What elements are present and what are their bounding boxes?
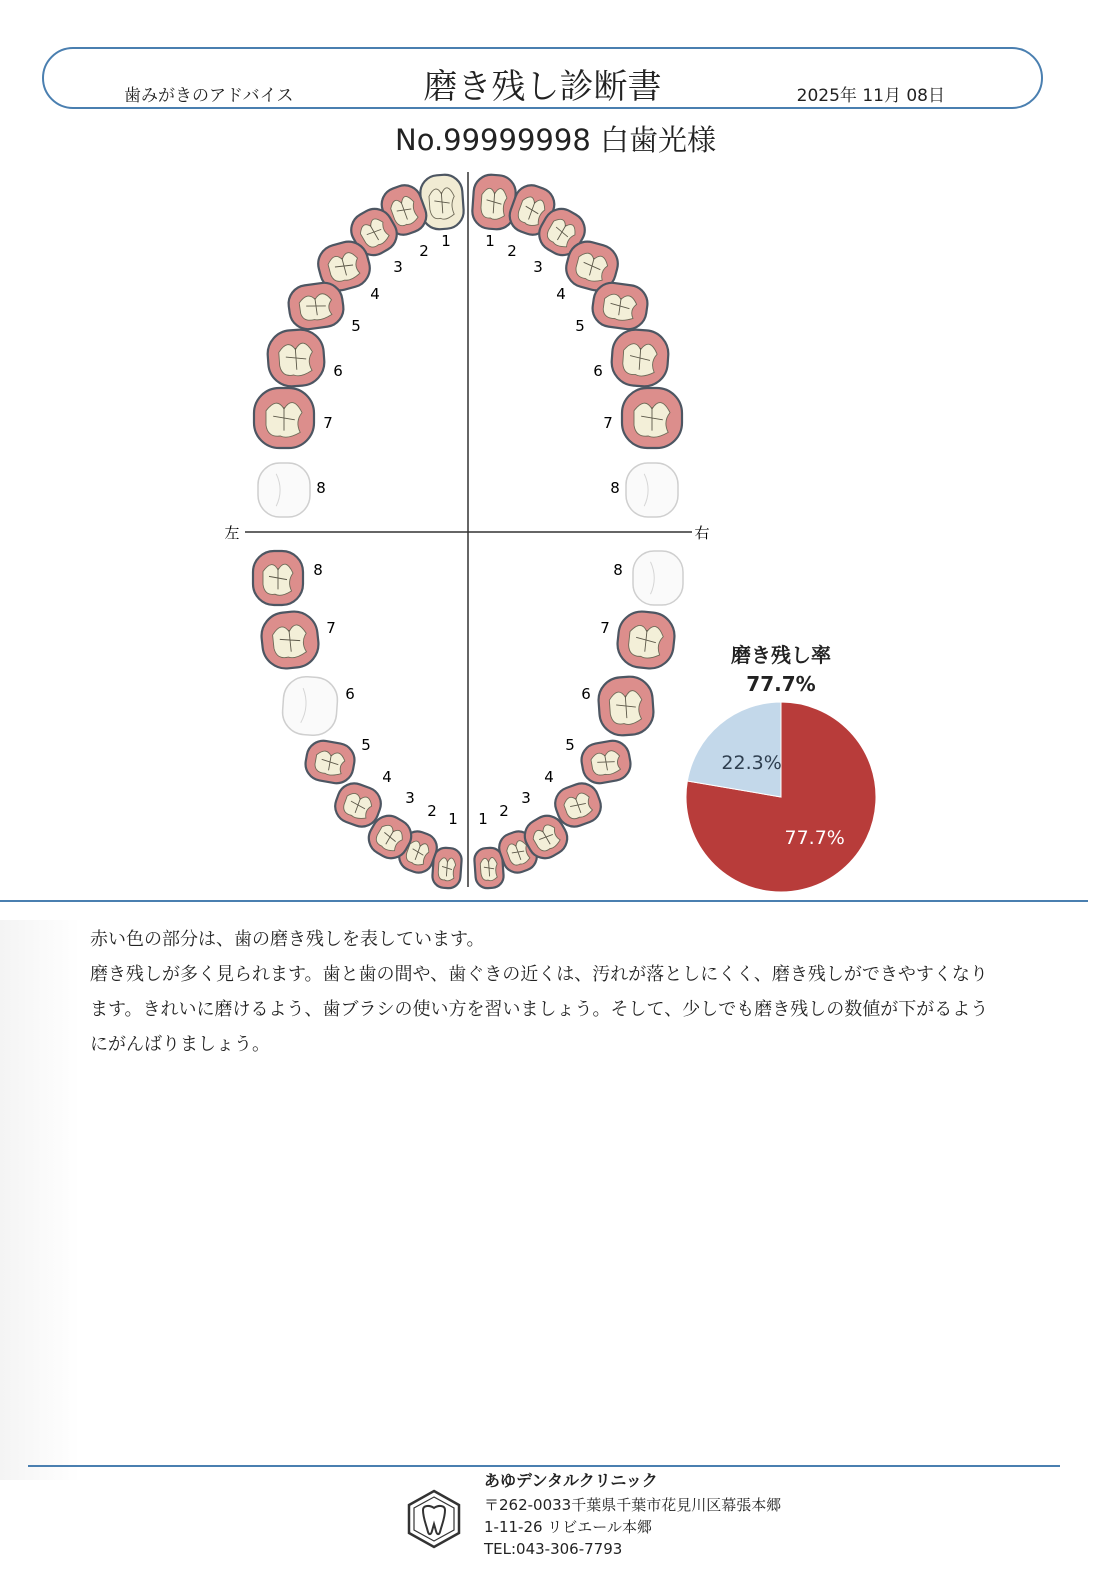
lower-right-7-number: 7 [600, 619, 610, 637]
pie-label-clean: 22.3% [721, 752, 782, 775]
upper-right-6-tooth [610, 328, 670, 388]
lower-left-6-number: 6 [345, 685, 355, 703]
upper-left-5-tooth [286, 280, 346, 331]
upper-right-6-number: 6 [593, 362, 603, 380]
clinic-address-1: 〒262-0033千葉県千葉市花見川区幕張本郷 [484, 1496, 782, 1514]
side-label-right: 右 [694, 524, 710, 542]
pie-title-text: 磨き残し率 [731, 643, 831, 667]
advice-line-2: 磨き残しが多く見られます。歯と歯の間や、歯ぐきの近くは、汚れが落としにくく、磨き残しができやすくなります。きれいに磨けるよう、歯ブラシの使い方を習いましょう。そして、少しでも磨き残しの数値が下がるようにがんばりましょう。 [90, 964, 989, 1055]
dental-chart [210, 160, 720, 895]
lower-left-2-number: 2 [427, 802, 437, 820]
upper-left-1-number: 1 [441, 232, 451, 250]
upper-right-3-number: 3 [533, 258, 543, 276]
upper-right-5-tooth [590, 280, 650, 331]
section-divider [0, 900, 1088, 902]
patient-label: No.99999998 白歯光様 [395, 123, 716, 157]
upper-right-2-number: 2 [507, 242, 517, 260]
lower-right-5-number: 5 [565, 736, 575, 754]
upper-left-5-number: 5 [351, 317, 361, 335]
lower-left-5-number: 5 [361, 736, 371, 754]
left-edge-shade [0, 920, 80, 1480]
pie-slice-clean [687, 702, 781, 797]
clinic-tel: TEL:043-306-7793 [484, 1540, 623, 1558]
side-label-left: 左 [224, 524, 240, 542]
lower-right-6-number: 6 [581, 685, 591, 703]
advice-line-1: 赤い色の部分は、歯の磨き残しを表しています。 [90, 929, 485, 950]
clinic-logo-icon [404, 1488, 464, 1550]
pie-title-value: 77.7% [746, 672, 816, 696]
lower-right-2-number: 2 [499, 802, 509, 820]
clinic-info [484, 1470, 781, 1560]
advice-text [90, 922, 1000, 1062]
lower-left-4-number: 4 [382, 768, 392, 786]
clinic-address-2: 1-11-26 リビエール本郷 [484, 1518, 653, 1536]
upper-right-8-number: 8 [610, 479, 620, 497]
upper-right-4-number: 4 [556, 285, 566, 303]
lower-right-7-tooth [615, 609, 677, 671]
lower-left-6-tooth [281, 675, 339, 737]
lower-right-8-tooth [633, 551, 683, 605]
lower-right-3-number: 3 [521, 789, 531, 807]
footer-divider [28, 1465, 1060, 1467]
upper-left-6-tooth [266, 328, 326, 388]
lower-right-8-number: 8 [613, 561, 623, 579]
lower-right-6-tooth [597, 675, 655, 737]
upper-right-5-number: 5 [575, 317, 585, 335]
lower-left-8-tooth [253, 551, 303, 605]
upper-left-8-number: 8 [316, 479, 326, 497]
lower-right-4-number: 4 [544, 768, 554, 786]
upper-left-4-number: 4 [370, 285, 380, 303]
lower-left-5-tooth [303, 738, 357, 786]
report-header [42, 47, 1043, 109]
lower-left-1-number: 1 [448, 810, 458, 828]
upper-left-3-number: 3 [393, 258, 403, 276]
plaque-pie-chart [681, 697, 881, 897]
upper-right-7-tooth [622, 388, 682, 448]
report-date: 2025年 11月 08日 [796, 86, 945, 106]
pie-label-plaque: 77.7% [784, 826, 845, 849]
header-subtitle: 歯みがきのアドバイス [124, 86, 294, 106]
upper-left-7-number: 7 [323, 414, 333, 432]
clinic-name: あゆデンタルクリニック [484, 1471, 658, 1490]
lower-left-8-number: 8 [313, 561, 323, 579]
lower-right-5-tooth [579, 738, 633, 786]
upper-left-2-number: 2 [419, 242, 429, 260]
upper-right-7-number: 7 [603, 414, 613, 432]
lower-left-7-tooth [259, 609, 321, 671]
lower-left-7-number: 7 [326, 619, 336, 637]
report-title: 磨き残し診断書 [423, 67, 662, 107]
upper-left-6-number: 6 [333, 362, 343, 380]
upper-left-8-tooth [258, 463, 310, 517]
upper-right-8-tooth [626, 463, 678, 517]
lower-right-1-number: 1 [478, 810, 488, 828]
pie-title [681, 641, 881, 699]
upper-left-7-tooth [254, 388, 314, 448]
upper-right-1-number: 1 [485, 232, 495, 250]
lower-left-3-number: 3 [405, 789, 415, 807]
